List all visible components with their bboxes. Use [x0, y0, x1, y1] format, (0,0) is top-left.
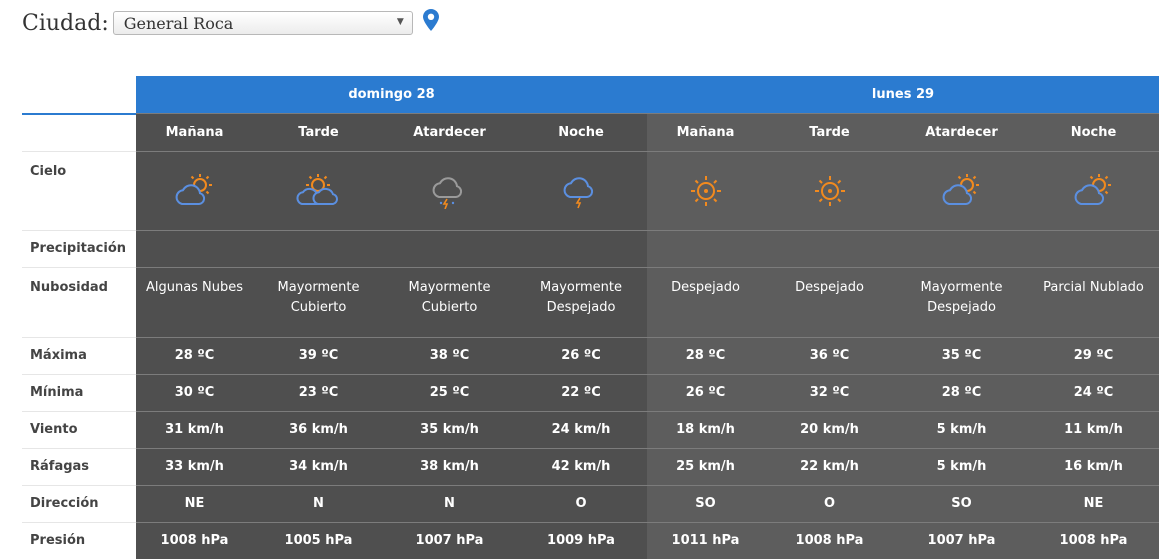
wind-cell: 5 km/h: [895, 411, 1028, 448]
forecast-table: [22, 76, 1159, 559]
min-cell: 28 ºC: [895, 374, 1028, 411]
sun-icon: [683, 173, 729, 209]
sun-icon: [807, 173, 853, 209]
direction-row: [22, 485, 1159, 522]
cloud-cell: [136, 267, 253, 337]
period-header-label: [22, 114, 136, 152]
cloud-cell: [764, 267, 895, 337]
row-label-sky: Cielo: [22, 151, 136, 230]
row-label-wind: Viento: [22, 411, 136, 448]
day-header-domingo: domingo 28: [136, 76, 647, 114]
cloud-line: Mayormente: [408, 279, 491, 295]
precip-cell: [1028, 230, 1159, 267]
period-header-row: [22, 114, 1159, 152]
cloud-line: Mayormente: [920, 279, 1003, 295]
period-header: Atardecer: [895, 114, 1028, 152]
period-header: Tarde: [253, 114, 384, 152]
row-label-precip: Precipitación: [22, 230, 136, 267]
direction-cell: SO: [647, 485, 764, 522]
pressure-cell: 1008 hPa: [136, 522, 253, 559]
precip-cell: [515, 230, 647, 267]
pressure-row: [22, 522, 1159, 559]
max-row: [22, 337, 1159, 374]
wind-cell: 24 km/h: [515, 411, 647, 448]
max-cell: 36 ºC: [764, 337, 895, 374]
cloud-line: Despejado: [795, 279, 864, 295]
row-label-cloud: Nubosidad: [22, 267, 136, 337]
partly-sunny-icon: [1071, 173, 1117, 209]
pressure-cell: 1008 hPa: [1028, 522, 1159, 559]
row-label-gust: Ráfagas: [22, 448, 136, 485]
max-cell: 35 ºC: [895, 337, 1028, 374]
period-header: Mañana: [647, 114, 764, 152]
partly-sunny-icon: [172, 173, 218, 209]
precip-cell: [136, 230, 253, 267]
storm-cloud-icon: [427, 173, 473, 209]
min-cell: 23 ºC: [253, 374, 384, 411]
sun-cloudy-icon: [296, 173, 342, 209]
pressure-cell: 1008 hPa: [764, 522, 895, 559]
gust-row: [22, 448, 1159, 485]
row-label-max: Máxima: [22, 337, 136, 374]
gust-cell: 38 km/h: [384, 448, 515, 485]
wind-cell: 35 km/h: [384, 411, 515, 448]
precip-row: [22, 230, 1159, 267]
gust-cell: 5 km/h: [895, 448, 1028, 485]
max-cell: 28 ºC: [136, 337, 253, 374]
period-header: Noche: [1028, 114, 1159, 152]
cloud-line: Despejado: [671, 279, 740, 295]
direction-cell: O: [764, 485, 895, 522]
period-header: Mañana: [136, 114, 253, 152]
period-header: Atardecer: [384, 114, 515, 152]
day-header-lunes: lunes 29: [647, 76, 1159, 114]
direction-cell: NE: [136, 485, 253, 522]
precip-cell: [384, 230, 515, 267]
day-header-row: [22, 76, 1159, 114]
max-cell: 29 ºC: [1028, 337, 1159, 374]
wind-cell: 36 km/h: [253, 411, 384, 448]
city-select-value: General Roca: [123, 14, 234, 33]
sky-cell: [253, 151, 384, 230]
max-cell: 39 ºC: [253, 337, 384, 374]
gust-cell: 16 km/h: [1028, 448, 1159, 485]
dropdown-arrow-icon: ▼: [396, 17, 404, 27]
table-corner: [22, 76, 136, 114]
cloud-line: Parcial Nublado: [1043, 279, 1144, 295]
direction-cell: SO: [895, 485, 1028, 522]
max-cell: 28 ºC: [647, 337, 764, 374]
city-select[interactable]: [113, 11, 413, 35]
wind-cell: 31 km/h: [136, 411, 253, 448]
wind-cell: 20 km/h: [764, 411, 895, 448]
pressure-cell: 1005 hPa: [253, 522, 384, 559]
min-cell: 24 ºC: [1028, 374, 1159, 411]
direction-cell: N: [253, 485, 384, 522]
cloud-cell: [895, 267, 1028, 337]
direction-cell: NE: [1028, 485, 1159, 522]
min-row: [22, 374, 1159, 411]
city-label: Ciudad:: [22, 10, 109, 36]
min-cell: 32 ºC: [764, 374, 895, 411]
sky-cell: [1028, 151, 1159, 230]
cloud-cell: [253, 267, 384, 337]
wind-row: [22, 411, 1159, 448]
min-cell: 26 ºC: [647, 374, 764, 411]
wind-cell: 11 km/h: [1028, 411, 1159, 448]
min-cell: 25 ºC: [384, 374, 515, 411]
sky-cell: [136, 151, 253, 230]
cloud-line: Algunas Nubes: [145, 279, 244, 295]
cloud-line: Despejado: [546, 299, 616, 315]
pressure-cell: 1007 hPa: [895, 522, 1028, 559]
cloud-cell: [384, 267, 515, 337]
cloud-row: [22, 267, 1159, 337]
location-pin-icon[interactable]: [423, 9, 439, 31]
min-cell: 22 ºC: [515, 374, 647, 411]
pressure-cell: 1009 hPa: [515, 522, 647, 559]
max-cell: 38 ºC: [384, 337, 515, 374]
cloud-line: Cubierto: [421, 299, 478, 315]
pressure-cell: 1007 hPa: [384, 522, 515, 559]
sky-cell: [647, 151, 764, 230]
cloud-line: Mayormente: [540, 279, 622, 295]
period-header: Noche: [515, 114, 647, 152]
max-cell: 26 ºC: [515, 337, 647, 374]
min-cell: 30 ºC: [136, 374, 253, 411]
gust-cell: 22 km/h: [764, 448, 895, 485]
precip-cell: [253, 230, 384, 267]
city-selector-bar: [22, 6, 439, 40]
gust-cell: 34 km/h: [253, 448, 384, 485]
period-header: Tarde: [764, 114, 895, 152]
partly-sunny-icon: [939, 173, 985, 209]
sky-cell: [764, 151, 895, 230]
thunder-cloud-icon: [558, 173, 604, 209]
row-label-min: Mínima: [22, 374, 136, 411]
cloud-line: Cubierto: [290, 299, 347, 315]
precip-cell: [895, 230, 1028, 267]
row-label-dir: Dirección: [22, 485, 136, 522]
direction-cell: N: [384, 485, 515, 522]
sky-cell: [895, 151, 1028, 230]
precip-cell: [647, 230, 764, 267]
cloud-cell: [647, 267, 764, 337]
wind-cell: 18 km/h: [647, 411, 764, 448]
sky-cell: [384, 151, 515, 230]
sky-row: [22, 151, 1159, 230]
precip-cell: [764, 230, 895, 267]
cloud-line: Despejado: [927, 299, 996, 315]
direction-cell: O: [515, 485, 647, 522]
cloud-line: Mayormente: [277, 279, 360, 295]
gust-cell: 33 km/h: [136, 448, 253, 485]
row-label-pressure: Presión: [22, 522, 136, 559]
cloud-cell: [1028, 267, 1159, 337]
sky-cell: [515, 151, 647, 230]
gust-cell: 25 km/h: [647, 448, 764, 485]
cloud-cell: [515, 267, 647, 337]
pressure-cell: 1011 hPa: [647, 522, 764, 559]
gust-cell: 42 km/h: [515, 448, 647, 485]
